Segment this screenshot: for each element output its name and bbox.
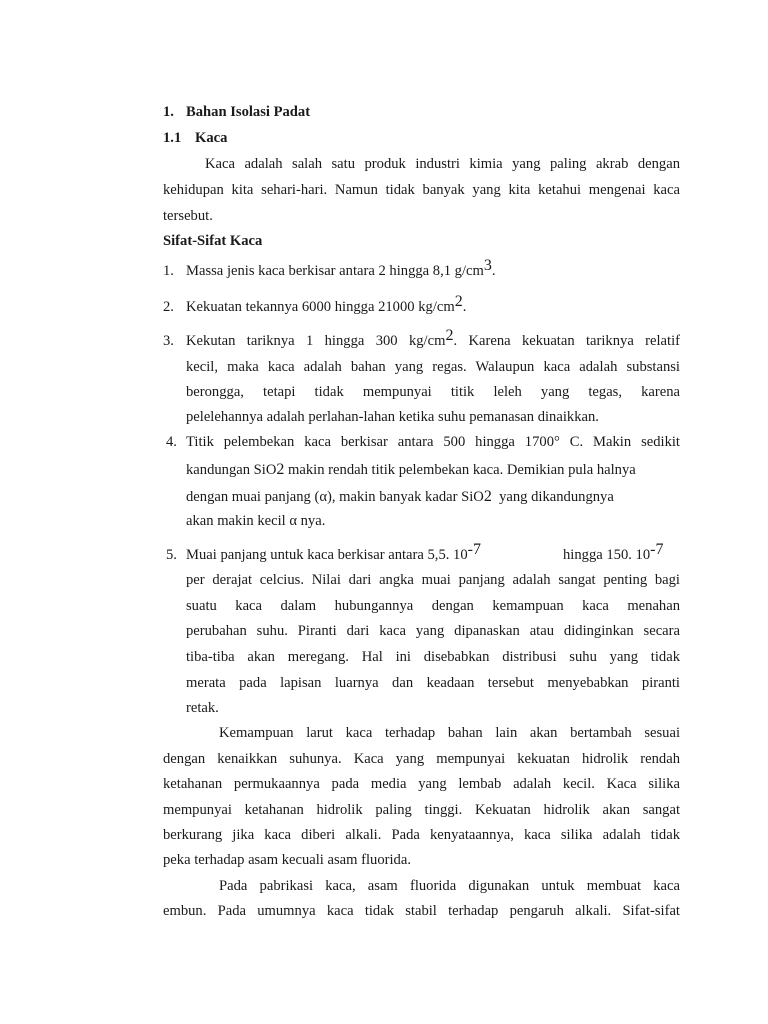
- list-item-text: Titik pelembekan kaca berkisar antara 500 hingga 1700° C. Makin sedikit: [186, 434, 680, 450]
- section-heading: Bahan Isolasi Padat: [186, 104, 311, 120]
- list-item-text: kecil, maka kaca adalah bahan yang regas. Walaupun kaca adalah substansi: [186, 359, 680, 375]
- list-item-number: 1.: [163, 263, 174, 279]
- paragraph-line: peka terhadap asam kecuali asam fluorida.: [163, 852, 411, 868]
- list-item-number: 5.: [166, 547, 177, 563]
- list-item-text: akan makin kecil α nya.: [186, 513, 326, 529]
- list-item-text-segment: makin rendah titik pelembekan kaca. Demikian pula halnya: [284, 462, 636, 478]
- paragraph-line: mempunyai ketahanan hidrolik paling tinggi. Kekuatan hidrolik akan sangat: [163, 802, 680, 818]
- list-item-text: suatu kaca dalam hubungannya dengan kemampuan kaca menahan: [186, 598, 680, 614]
- paragraph-line: berkurang jika kaca diberi alkali. Pada kenyataannya, kaca silika adalah tidak: [163, 827, 680, 843]
- list-item-text: [186, 457, 636, 484]
- list-item-number: 4.: [166, 434, 177, 450]
- list-item-text-segment: . Karena kekuatan tariknya relatif: [453, 333, 680, 349]
- list-item-text: berongga, tetapi tidak mempunyai titik leleh yang tegas, karena: [186, 384, 680, 400]
- list-item-number: 3.: [163, 333, 174, 349]
- paragraph-line: Kemampuan larut kaca terhadap bahan lain akan bertambah sesuai: [219, 725, 680, 741]
- intro-line-3: tersebut.: [163, 208, 213, 224]
- list-item-text-segment: Kekutan tariknya 1 hingga 300 kg/cm: [186, 333, 446, 349]
- list-item-text: pelelehannya adalah perlahan-lahan ketika suhu pemanasan dinaikkan.: [186, 409, 599, 425]
- heading-number: 1.: [163, 104, 174, 120]
- list-item-text: [186, 295, 466, 321]
- list-item-text: retak.: [186, 700, 219, 716]
- formula-subscript: 2: [483, 488, 492, 505]
- list-item-text-segment: Muai panjang untuk kaca berkisar antara 5,5. 10: [186, 547, 468, 563]
- paragraph-line: embun. Pada umumnya kaca tidak stabil terhadap pengaruh alkali. Sifat-sifat: [163, 903, 680, 919]
- superscript: -7: [467, 541, 481, 558]
- list-item-text: [186, 329, 680, 355]
- list-item-text: perubahan suhu. Piranti dari kaca yang dipanaskan atau didinginkan secara: [186, 623, 680, 639]
- paragraph-line: dengan kenaikkan suhunya. Kaca yang mempunyai kekuatan hidrolik rendah: [163, 751, 680, 767]
- paragraph-line: ketahanan permukaannya pada media yang lembab adalah kecil. Kaca silika: [163, 776, 680, 792]
- list-item-text-segment: hingga 150. 10: [563, 547, 651, 563]
- list-item-number: 2.: [163, 299, 174, 315]
- superscript: -7: [650, 541, 664, 558]
- list-item-text-segment: dengan muai panjang (α), makin banyak kadar SiO: [186, 489, 484, 505]
- superscript: 2: [445, 327, 454, 344]
- subsection-number: 1.1: [163, 130, 182, 146]
- list-item-text-segment: Kekuatan tekannya 6000 hingga 21000 kg/cm: [186, 299, 455, 315]
- list-item-text-segment: Massa jenis kaca berkisar antara 2 hingga 8,1 g/cm: [186, 263, 484, 279]
- properties-heading: Sifat-Sifat Kaca: [163, 233, 263, 249]
- superscript: 3: [483, 257, 492, 274]
- list-item-text: per derajat celcius. Nilai dari angka muai panjang adalah sangat penting bagi: [186, 572, 680, 588]
- list-item-text-segment: .: [462, 299, 467, 315]
- list-item-text: merata pada lapisan luarnya dan keadaan tersebut menyebabkan piranti: [186, 675, 680, 691]
- list-item-text: tiba-tiba akan meregang. Hal ini disebabkan distribusi suhu yang tidak: [186, 649, 680, 665]
- list-item-text: [186, 484, 614, 511]
- formula-subscript: 2: [276, 461, 285, 478]
- list-item-text: [563, 543, 663, 569]
- list-item-text: [186, 543, 481, 569]
- intro-line-2: kehidupan kita sehari-hari. Namun tidak banyak yang kita ketahui mengenai kaca: [163, 182, 680, 198]
- list-item-text-segment: .: [491, 263, 496, 279]
- list-item-text: [186, 259, 496, 285]
- subsection-heading: Kaca: [195, 130, 228, 146]
- list-item-text-segment: yang dikandungnya: [491, 489, 614, 505]
- list-item-text-segment: kandungan SiO: [186, 462, 277, 478]
- intro-line-1: Kaca adalah salah satu produk industri kimia yang paling akrab dengan: [205, 156, 680, 172]
- paragraph-line: Pada pabrikasi kaca, asam fluorida digunakan untuk membuat kaca: [219, 878, 680, 894]
- superscript: 2: [454, 293, 463, 310]
